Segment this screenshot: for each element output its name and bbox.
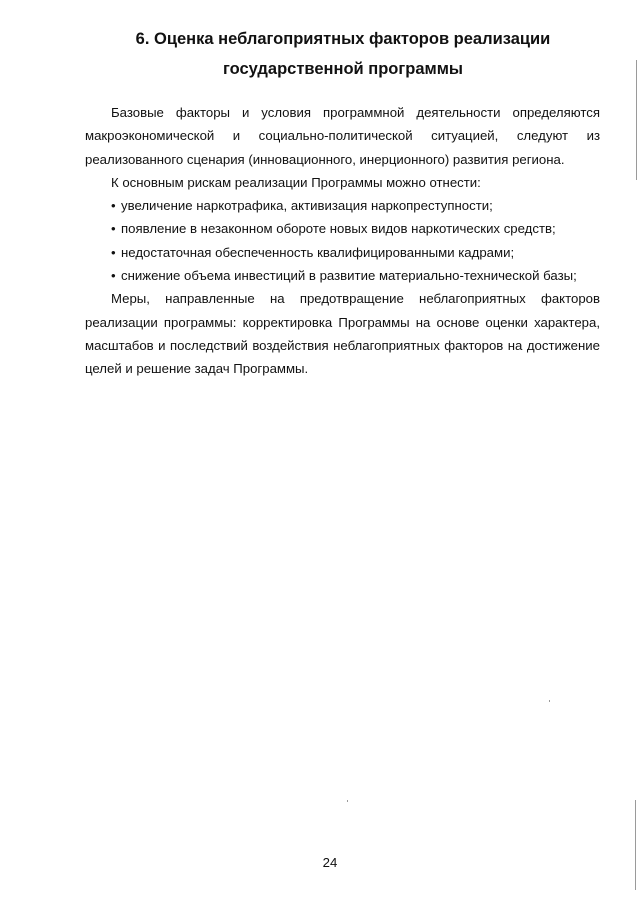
bullet-icon: •: [111, 198, 116, 214]
risk-item-text: недостаточная обеспеченность квалифицированными кадрами;: [121, 244, 515, 260]
risks-lead-paragraph: К основным рискам реализации Программы можно отнести:: [111, 174, 481, 190]
scan-edge-mark: [636, 60, 637, 180]
risk-item-text: снижение объема инвестиций в развитие материально-технической базы;: [121, 268, 577, 284]
risk-item: [111, 241, 600, 264]
section-heading: 6. Оценка неблагоприятных факторов реализации государственной программы: [135, 30, 551, 78]
scan-speck: [549, 700, 550, 702]
risk-list: [85, 194, 600, 287]
page-number: 24: [322, 855, 338, 870]
risk-item-text: увеличение наркотрафика, активизация наркопреступности;: [121, 198, 493, 214]
intro-paragraph: Базовые факторы и условия программной деятельности определяются макроэкономической и социально-политической ситуацией, следуют из реализованного сценария (инновационного, инерционного) развития региона.: [85, 105, 600, 167]
scan-edge-mark: [635, 800, 636, 890]
scan-speck: [347, 800, 348, 802]
bullet-icon: •: [111, 244, 116, 260]
bullet-icon: •: [111, 268, 116, 284]
risk-item-text: появление в незаконном обороте новых видов наркотических средств;: [121, 221, 556, 237]
risk-item: [111, 194, 600, 217]
risk-item: [111, 264, 600, 287]
measures-paragraph: Меры, направленные на предотвращение неблагоприятных факторов реализации программы: корректировка Программы на основе оценки характера, масштабов и последствий воздействия неблагоприятных факторов на достижение целей и решение задач Программы.: [85, 291, 600, 377]
bullet-icon: •: [111, 221, 116, 237]
section-body: [85, 101, 600, 381]
risk-item: [111, 217, 600, 240]
